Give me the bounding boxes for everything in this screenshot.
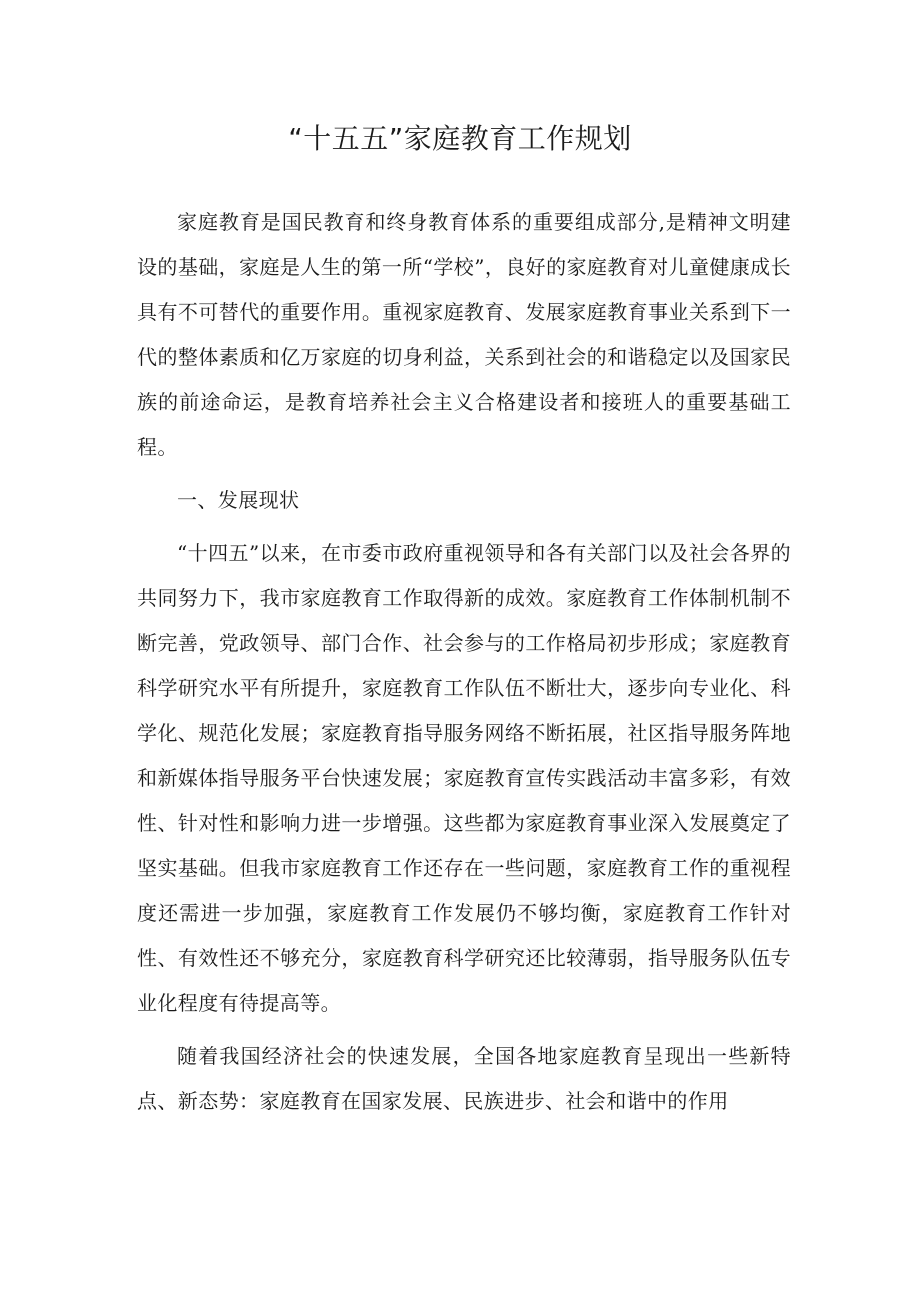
paragraph-trends: 随着我国经济社会的快速发展，全国各地家庭教育呈现出一些新特点、新态势：家庭教育在国家发展、民族进步、社会和谐中的作用 — [137, 1044, 791, 1113]
document-body — [137, 200, 791, 1132]
document-title: “十五五”家庭教育工作规划 — [288, 122, 632, 155]
section-heading-development-status: 一、发展现状 — [177, 488, 300, 512]
paragraph-status: “十四五”以来，在市委市政府重视领导和各有关部门以及社会各界的共同努力下，我市家庭教育工作取得新的成效。家庭教育工作体制机制不断完善，党政领导、部门合作、社会参与的工作格局初步形成；家庭教育科学研究水平有所提升，家庭教育工作队伍不断壮大，逐步向专业化、科学化、规范化发展；家庭教育指导服务网络不断拓展，社区指导服务阵地和新媒体指导服务平台快速发展；家庭教育宣传实践活动丰富多彩，有效性、针对性和影响力进一步增强。这些都为家庭教育事业深入发展奠定了坚实基础。但我市家庭教育工作还存在一些问题，家庭教育工作的重视程度还需进一步加强，家庭教育工作发展仍不够均衡，家庭教育工作针对性、有效性还不够充分，家庭教育科学研究还比较薄弱，指导服务队伍专业化程度有待提高等。 — [137, 541, 791, 1015]
paragraph-intro: 家庭教育是国民教育和终身教育体系的重要组成部分,是精神文明建设的基础，家庭是人生的第一所“学校”，良好的家庭教育对儿童健康成长具有不可替代的重要作用。重视家庭教育、发展家庭教育事业关系到下一代的整体素质和亿万家庭的切身利益，关系到社会的和谐稳定以及国家民族的前途命运，是教育培养社会主义合格建设者和接班人的重要基础工程。 — [137, 210, 791, 459]
